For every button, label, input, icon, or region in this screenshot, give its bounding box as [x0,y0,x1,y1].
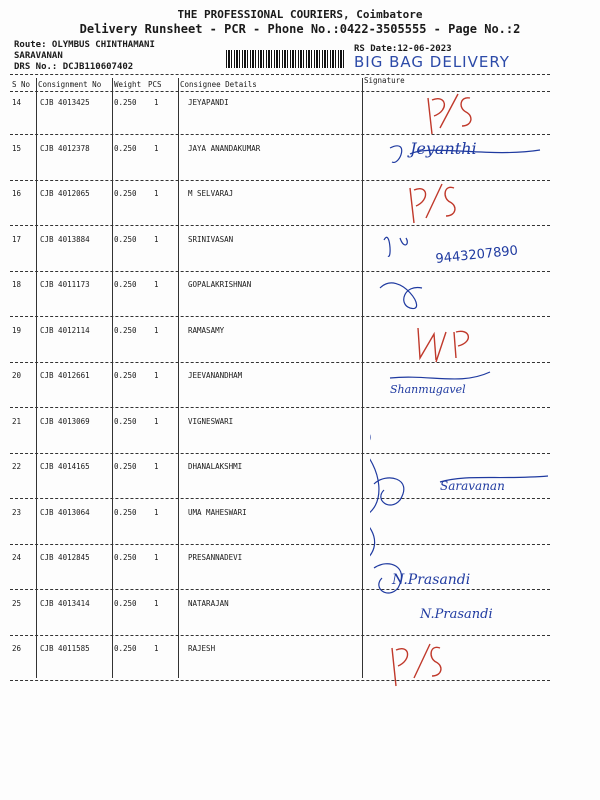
row-weight: 0.250 [114,280,137,289]
row-weight: 0.250 [114,325,137,335]
route-label: Route: OLYMBUS CHINTHAMANI [14,40,155,50]
row-weight: 0.250 [114,644,137,653]
row-consignment-no: CJB 4011173 [40,280,90,289]
col-pcs: PCS [148,80,162,89]
row-weight: 0.250 [114,553,137,562]
row-consignee: PRESANNADEVI [188,553,243,562]
row-weight: 0.250 [114,143,137,153]
row-sno: 24 [12,553,22,562]
big-bag-delivery-stamp: BIG BAG DELIVERY [354,53,510,71]
row-consignee: DHANALAKSHMI [188,462,243,471]
row-pcs: 1 [154,325,159,335]
vline-consignment [112,78,113,678]
row-consignment-no: CJB 4014165 [40,462,90,471]
row-sno: 18 [12,280,22,289]
row-consignee: JEYAPANDI [188,98,229,107]
row-consignment-no: CJB 4011585 [40,644,90,653]
barcode [226,50,346,68]
row-consignment-no: CJB 4013064 [40,507,90,517]
row-sno: 25 [12,598,22,608]
row-weight: 0.250 [114,598,137,608]
row-sno: 22 [12,462,22,471]
row-pcs: 1 [154,143,159,153]
row-sno: 23 [12,507,22,517]
row-sno: 16 [12,189,22,198]
sig-row24: N.Prasandi [392,572,471,588]
vline-consignee [362,78,363,678]
row-pcs: 1 [154,416,159,426]
row-consignee: RAMASAMY [188,325,225,335]
row-consignment-no: CJB 4012114 [40,325,90,335]
row-pcs: 1 [154,189,159,198]
row-consignee: JAYA ANANDAKUMAR [188,143,261,153]
row-sno: 26 [12,644,22,653]
header-top-rule [10,74,550,75]
col-sno: S No [12,80,31,89]
sig-row15: Jeyanthi [410,139,477,158]
ps-mark-row14 [428,98,444,134]
row-pcs: 1 [154,371,159,380]
row-weight: 0.250 [114,98,137,107]
row-pcs: 1 [154,553,159,562]
row-weight: 0.250 [114,234,137,244]
row-consignment-no: CJB 4012065 [40,189,90,198]
rs-date: RS Date:12-06-2023 [354,44,452,54]
row-weight: 0.250 [114,416,137,426]
row-weight: 0.250 [114,189,137,198]
company-title: THE PROFESSIONAL COURIERS, Coimbatore [177,8,423,21]
row-consignment-no: CJB 4013414 [40,598,90,608]
row-pcs: 1 [154,234,159,244]
row-sno: 14 [12,98,22,107]
row-consignee: NATARAJAN [188,598,229,608]
row-pcs: 1 [154,462,159,471]
row-consignee: VIGNESWARI [188,416,234,426]
row-pcs: 1 [154,644,159,653]
sig-row20: Shanmugavel [390,383,466,396]
row-sno: 17 [12,234,22,244]
row-consignee: RAJESH [188,644,216,653]
vline-sno [36,78,37,678]
row-pcs: 1 [154,507,159,517]
staff-name: SARAVANAN [14,51,63,61]
vline-pcs [178,78,179,678]
row-consignment-no: CJB 4012845 [40,553,90,562]
row-sno: 19 [12,325,22,335]
row-consignment-no: CJB 4012378 [40,143,90,153]
sig-row17-number: 9443207890 [434,243,519,267]
row-consignee: SRINIVASAN [188,234,234,244]
row-consignee: GOPALAKRISHNAN [188,280,252,289]
row-weight: 0.250 [114,371,137,380]
runsheet-title: Delivery Runsheet - PCR - Phone No.:0422-3505555 - Page No.:2 [79,22,521,36]
signature-overlay [370,88,600,688]
row-consignment-no: CJB 4012661 [40,371,90,380]
row-weight: 0.250 [114,462,137,471]
row-pcs: 1 [154,280,159,289]
row-sno: 20 [12,371,22,380]
col-consignee: Consignee Details [180,80,257,89]
row-sno: 21 [12,416,22,426]
col-consignment: Consignment No [38,80,102,89]
sig-row25: N.Prasandi [420,607,493,622]
row-pcs: 1 [154,598,159,608]
col-weight: Weight [114,80,142,89]
row-pcs: 1 [154,98,159,107]
row-consignee: JEEVANANDHAM [188,371,243,380]
row-consignment-no: CJB 4013069 [40,416,90,426]
row-consignee: UMA MAHESWARI [188,507,247,517]
row-consignee: M SELVARAJ [188,189,234,198]
row-consignment-no: CJB 4013884 [40,234,90,244]
row-weight: 0.250 [114,507,137,517]
row-sno: 15 [12,143,22,153]
row-consignment-no: CJB 4013425 [40,98,90,107]
sig-row22: Saravanan [440,479,505,493]
drs-number: DRS No.: DCJB110607402 [14,62,134,72]
col-signature: Signature [364,76,405,85]
